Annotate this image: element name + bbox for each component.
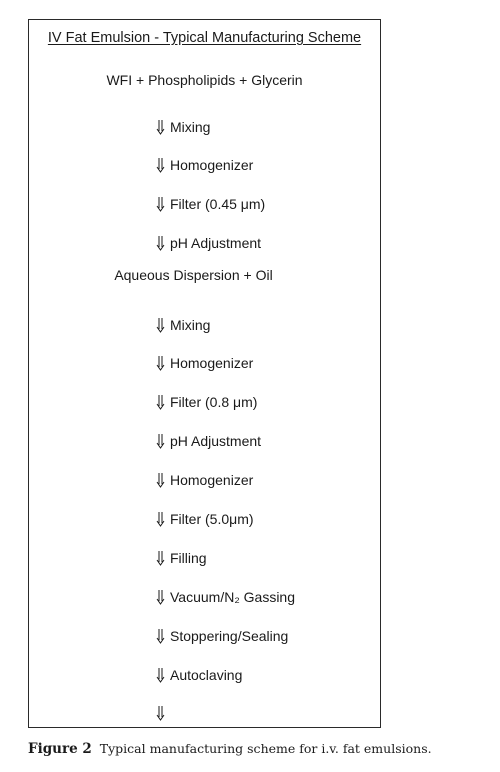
down-arrow-icon (156, 394, 167, 410)
step-ph-adjustment-2 (156, 433, 261, 449)
scheme-title: IV Fat Emulsion - Typical Manufacturing Scheme (47, 30, 362, 46)
step-mixing-2 (156, 317, 210, 333)
down-arrow-icon (156, 235, 167, 251)
down-arrow-icon (156, 667, 167, 683)
first-input: WFI + Phospholipids + Glycerin (106, 72, 303, 88)
step-final-arrow (156, 705, 170, 721)
step-label: Filter (0.8 μm) (170, 394, 258, 410)
step-label: Mixing (170, 119, 211, 135)
manufacturing-scheme-box (28, 19, 381, 728)
down-arrow-icon (156, 119, 167, 135)
step-label: Homogenizer (170, 157, 254, 173)
step-ph-adjustment-1 (156, 235, 261, 251)
step-label: Autoclaving (170, 667, 243, 683)
figure-caption (28, 741, 432, 757)
step-vacuum-gassing (156, 589, 295, 605)
step-mixing-1 (156, 119, 210, 135)
down-arrow-icon (156, 511, 167, 527)
down-arrow-icon (156, 317, 167, 333)
down-arrow-icon (156, 705, 167, 721)
figure-label: Figure 2 (28, 741, 92, 757)
step-label: pH Adjustment (170, 235, 262, 251)
step-filter-3 (156, 511, 254, 527)
step-label: Filling (170, 550, 207, 566)
step-label: Homogenizer (170, 355, 254, 371)
step-filling (156, 550, 207, 566)
down-arrow-icon (156, 196, 167, 212)
down-arrow-icon (156, 433, 167, 449)
down-arrow-icon (156, 472, 167, 488)
step-homogenizer-2 (156, 355, 253, 371)
step-label: Vacuum/N₂ Gassing (170, 589, 296, 605)
down-arrow-icon (156, 628, 167, 644)
step-filter-1 (156, 196, 265, 212)
down-arrow-icon (156, 589, 167, 605)
step-filter-2 (156, 394, 257, 410)
down-arrow-icon (156, 157, 167, 173)
step-label: Homogenizer (170, 472, 254, 488)
step-homogenizer-3 (156, 472, 253, 488)
down-arrow-icon (156, 355, 167, 371)
step-label: pH Adjustment (170, 433, 262, 449)
step-label: Stoppering/Sealing (170, 628, 289, 644)
step-label: Filter (0.45 μm) (170, 196, 266, 212)
step-label: Filter (5.0μm) (170, 511, 254, 527)
step-label: Mixing (170, 317, 211, 333)
step-homogenizer-1 (156, 157, 253, 173)
down-arrow-icon (156, 550, 167, 566)
figure-caption-text: Typical manufacturing scheme for i.v. fat emulsions. (99, 741, 432, 756)
step-autoclaving (156, 667, 242, 683)
second-input: Aqueous Dispersion + Oil (114, 267, 273, 283)
step-stoppering-sealing (156, 628, 288, 644)
